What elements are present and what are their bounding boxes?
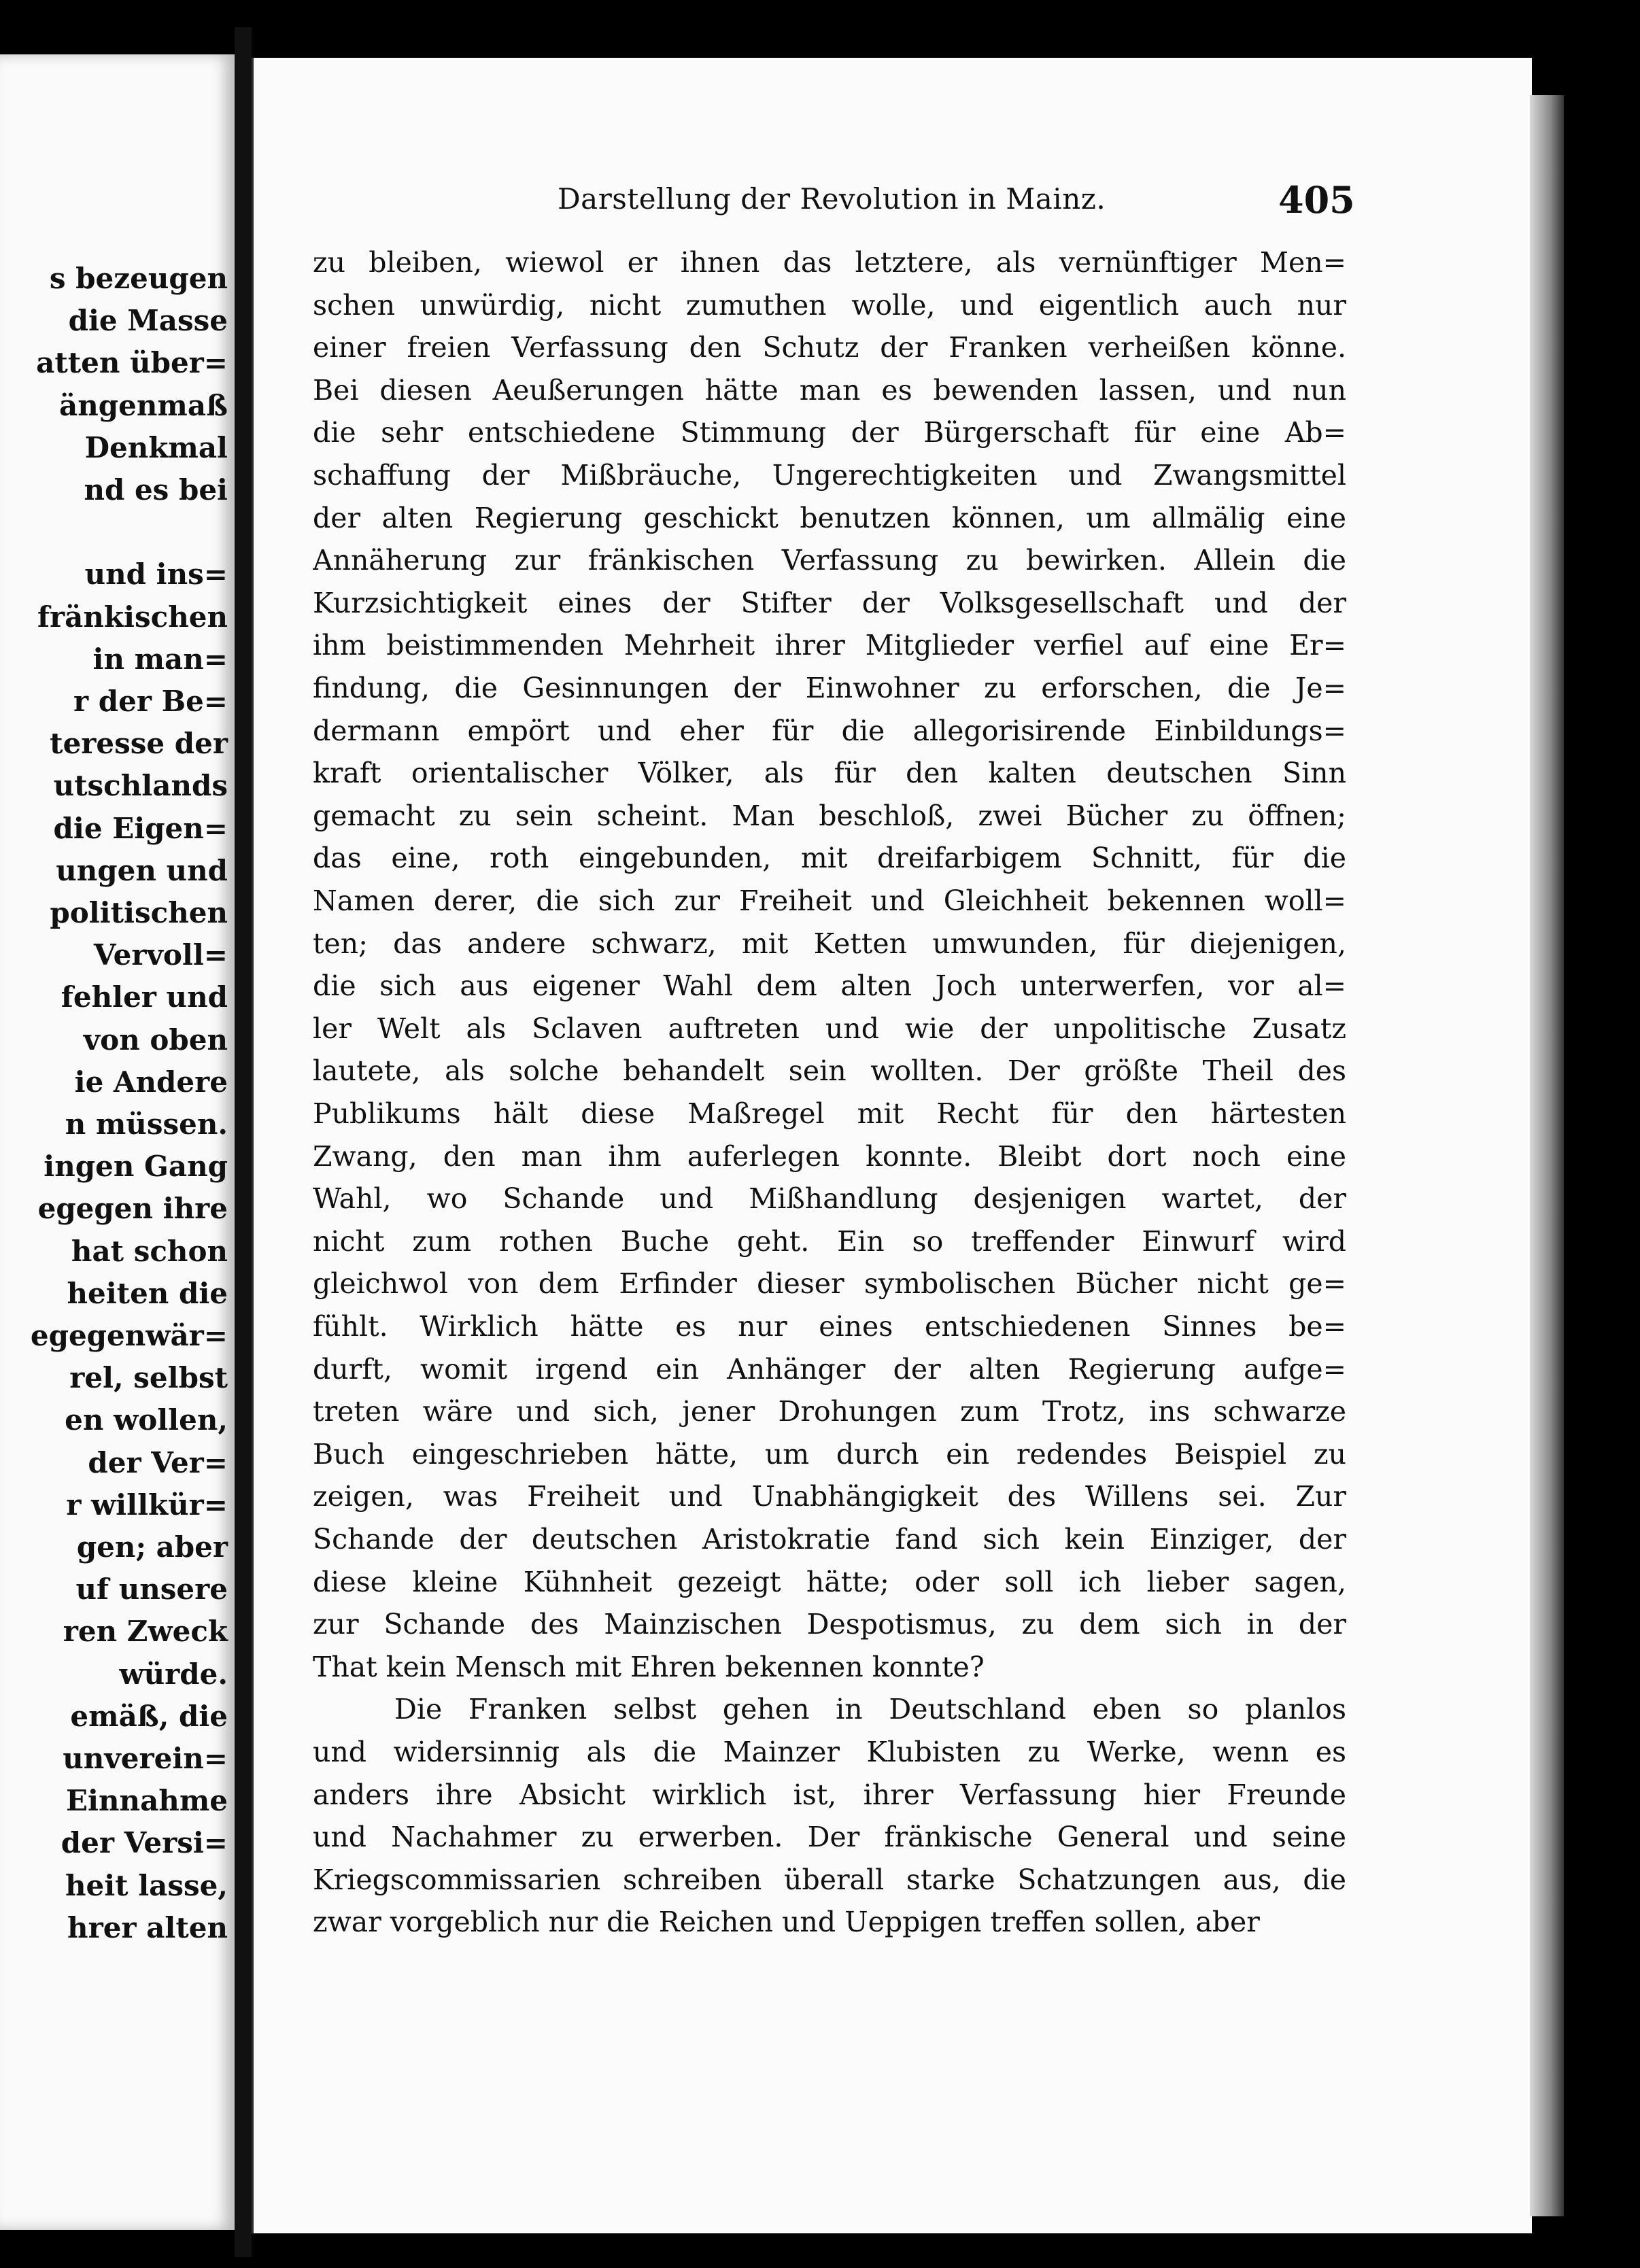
body-line: einer freien Verfassung den Schutz der Franken verheißen könne.	[313, 331, 1346, 364]
body-line: und widersinnig als die Mainzer Klubisten zu Werke, wenn es	[313, 1736, 1346, 1768]
left-page-line: en wollen,	[65, 1403, 228, 1437]
body-line: die sich aus eigener Wahl dem alten Joch unterwerfen, vor al=	[313, 969, 1346, 1003]
body-line: anders ihre Absicht wirklich ist, ihrer Verfassung hier Freunde	[313, 1778, 1346, 1811]
book-gutter	[235, 27, 252, 2257]
left-page-line: atten über=	[36, 346, 228, 380]
body-line: das eine, roth eingebunden, mit dreifarbigem Schnitt, für die	[313, 842, 1346, 875]
body-line: Zwang, den man ihm auferlegen konnte. Bleibt dort noch eine	[313, 1139, 1346, 1173]
body-line: That kein Mensch mit Ehren bekennen konnte?	[313, 1650, 985, 1683]
body-line: Annäherung zur fränkischen Verfassung zu bewirken. Allein die	[313, 544, 1346, 577]
body-line: dermann empört und eher für die allegorisirende Einbildungs=	[313, 714, 1346, 747]
left-page-line: Denkmal	[84, 430, 228, 464]
body-line: gleichwol von dem Erfinder dieser symbolischen Bücher nicht ge=	[313, 1267, 1346, 1301]
running-title: Darstellung der Revolution in Mainz.	[558, 182, 1106, 216]
left-page-line: egegenwär=	[30, 1319, 228, 1352]
body-line: Namen derer, die sich zur Freiheit und Gleichheit bekennen woll=	[313, 884, 1346, 917]
left-page-line: ingen Gang	[44, 1150, 228, 1184]
body-line: fühlt. Wirklich hätte es nur eines entschiedenen Sinnes be=	[313, 1310, 1346, 1343]
body-line: gemacht zu sein scheint. Man beschloß, zwei Bücher zu öffnen;	[313, 799, 1346, 832]
body-line: die sehr entschiedene Stimmung der Bürgerschaft für eine Ab=	[313, 416, 1346, 449]
body-line: Die Franken selbst gehen in Deutschland eben so planlos	[394, 1693, 1346, 1726]
body-line: Publikums hält diese Maßregel mit Recht für den härtesten	[313, 1097, 1346, 1130]
body-line: ten; das andere schwarz, mit Ketten umwunden, für diejenigen,	[313, 927, 1346, 960]
left-page-line: ie Andere	[74, 1065, 228, 1099]
body-line: zur Schande des Mainzischen Despotismus, zu dem sich in der	[313, 1608, 1346, 1641]
body-line: Bei diesen Aeußerungen hätte man es bewenden lassen, und nun	[313, 373, 1346, 407]
body-line: zwar vorgeblich nur die Reichen und Ueppigen treffen sollen, aber	[313, 1906, 1260, 1939]
body-line: findung, die Gesinnungen der Einwohner zu erforschen, die Je=	[313, 672, 1346, 704]
body-line: ihm beistimmenden Mehrheit ihrer Mitglieder verfiel auf eine Er=	[313, 629, 1346, 662]
body-line: diese kleine Kühnheit gezeigt hätte; oder soll ich lieber sagen,	[313, 1565, 1346, 1598]
left-page-line: uf unsere	[75, 1573, 228, 1606]
body-line: Schande der deutschen Aristokratie fand sich kein Einziger, der	[313, 1523, 1346, 1556]
body-line: Buch eingeschrieben hätte, um durch ein redendes Beispiel zu	[313, 1437, 1346, 1471]
left-page-line: s bezeugen	[49, 262, 228, 295]
left-page-line: würde.	[119, 1657, 228, 1691]
body-line: Kriegscommissarien schreiben überall starke Schatzungen aus, die	[313, 1863, 1346, 1896]
left-page-line: in man=	[92, 642, 228, 676]
page-number: 405	[1278, 178, 1355, 222]
body-line: ler Welt als Sclaven auftreten und wie der unpolitische Zusatz	[313, 1012, 1346, 1045]
body-line: nicht zum rothen Buche geht. Ein so treffender Einwurf wird	[313, 1224, 1346, 1258]
left-page-line: von oben	[83, 1023, 228, 1056]
body-line: schen unwürdig, nicht zumuthen wolle, und eigentlich auch nur	[313, 288, 1346, 322]
left-page-line: egegen ihre	[37, 1192, 228, 1226]
left-page-line: fränkischen	[37, 600, 228, 634]
left-page-line: unverein=	[63, 1742, 228, 1775]
body-line: schaffung der Mißbräuche, Ungerechtigkeiten und Zwangsmittel	[313, 459, 1346, 492]
body-line: Kurzsichtigkeit eines der Stifter der Volksgesellschaft und der	[313, 586, 1346, 619]
left-page-line: Vervoll=	[93, 938, 228, 972]
left-page-line: die Eigen=	[53, 811, 228, 845]
body-line: lautete, als solche behandelt sein wollten. Der größte Theil des	[313, 1054, 1346, 1088]
body-line: zeigen, was Freiheit und Unabhängigkeit des Willens sei. Zur	[313, 1480, 1346, 1513]
left-page-line: ungen und	[56, 853, 228, 887]
left-page-line: hat schon	[71, 1234, 228, 1268]
left-page-line: teresse der	[50, 727, 228, 761]
left-page-line: r willkür=	[66, 1488, 228, 1522]
page-edge	[1530, 95, 1564, 2216]
left-page-line: nd es bei	[84, 473, 228, 506]
left-page-line: fehler und	[61, 980, 228, 1014]
left-page-line: heiten die	[67, 1276, 228, 1310]
body-line: zu bleiben, wiewol er ihnen das letztere, als vernünftiger Men=	[313, 246, 1346, 279]
body-line: kraft orientalischer Völker, als für den kalten deutschen Sinn	[313, 757, 1346, 790]
left-page-line: heit lasse,	[65, 1868, 228, 1902]
body-line: und Nachahmer zu erwerben. Der fränkische General und seine	[313, 1821, 1346, 1854]
left-page-line: politischen	[50, 896, 228, 929]
body-line: treten wäre und sich, jener Drohungen zum Trotz, ins schwarze	[313, 1395, 1346, 1428]
body-line: Wahl, wo Schande und Mißhandlung desjenigen wartet, der	[313, 1182, 1346, 1216]
left-page-line: rel, selbst	[69, 1361, 228, 1395]
left-page-line: emäß, die	[70, 1699, 228, 1733]
left-page-line: der Ver=	[88, 1445, 228, 1479]
left-page-fragment	[0, 54, 235, 2230]
left-page-line: und ins=	[84, 557, 228, 591]
left-page-line: ängenmaß	[59, 388, 228, 422]
left-page-line: hrer alten	[67, 1910, 228, 1944]
body-line: durft, womit irgend ein Anhänger der alten Regierung aufge=	[313, 1352, 1346, 1386]
left-page-line: utschlands	[53, 769, 228, 803]
left-page-line: ren Zweck	[63, 1615, 228, 1649]
left-page-line: n müssen.	[65, 1107, 228, 1141]
body-line: der alten Regierung geschickt benutzen können, um allmälig eine	[313, 501, 1346, 534]
left-page-line: r der Be=	[73, 685, 228, 718]
left-page-line: die Masse	[68, 304, 228, 338]
left-page-line: gen; aber	[76, 1530, 228, 1564]
left-page-line: der Versi=	[61, 1826, 228, 1860]
left-page-line: Einnahme	[66, 1784, 228, 1818]
